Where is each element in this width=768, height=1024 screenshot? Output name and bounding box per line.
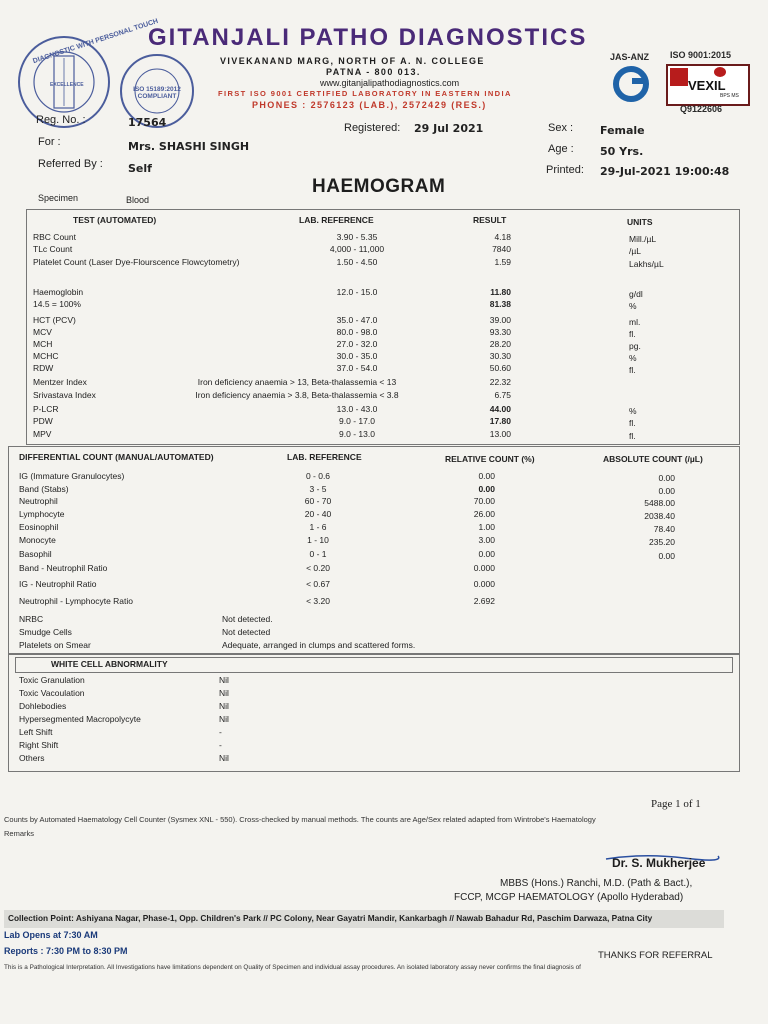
test-result: 6.75 bbox=[494, 390, 511, 400]
test-name: Srivastava Index bbox=[33, 390, 96, 400]
diff-col-header-reference: LAB. REFERENCE bbox=[287, 452, 362, 462]
test-name: P-LCR bbox=[33, 404, 59, 414]
seal-inner-text: EXCELLENCE bbox=[50, 82, 84, 88]
absolute-count: 5488.00 bbox=[644, 498, 675, 508]
wbc-item-label: Dohlebodies bbox=[19, 701, 67, 711]
diff-lab-reference: 20 - 40 bbox=[304, 509, 332, 519]
diff-test-name: Band (Stabs) bbox=[19, 484, 69, 494]
test-name: PDW bbox=[33, 416, 53, 426]
relative-count: 3.00 bbox=[478, 535, 495, 545]
test-unit: % bbox=[629, 406, 637, 416]
relative-count: 0.00 bbox=[478, 471, 495, 481]
lab-reference: 35.0 - 47.0 bbox=[336, 315, 378, 325]
test-result: 50.60 bbox=[489, 363, 511, 373]
lab-reference: 30.0 - 35.0 bbox=[336, 351, 378, 361]
lab-reference: 9.0 - 13.0 bbox=[339, 429, 375, 439]
diff-test-name: Neutrophil - Lymphocyte Ratio bbox=[19, 596, 134, 606]
lab-reference: 4,000 - 11,000 bbox=[329, 244, 385, 254]
diff-lab-reference: < 0.67 bbox=[306, 579, 330, 589]
absolute-count: 78.40 bbox=[653, 524, 675, 534]
test-name: TLc Count bbox=[33, 244, 73, 254]
test-unit: ml. bbox=[629, 317, 641, 327]
lab-name: GITANJALI PATHO DIAGNOSTICS bbox=[148, 24, 588, 51]
wbc-item-label: Toxic Granulation bbox=[19, 675, 85, 685]
lab-website: www.gitanjalipathodiagnostics.com bbox=[320, 78, 460, 88]
note-value: Adequate, arranged in clumps and scattered forms. bbox=[222, 640, 416, 650]
jas-anz-label: JAS-ANZ bbox=[610, 52, 650, 62]
col-header-test: TEST (AUTOMATED) bbox=[73, 215, 157, 225]
test-unit: fl. bbox=[629, 329, 636, 339]
relative-count: 26.00 bbox=[473, 509, 495, 519]
lab-reference: 37.0 - 54.0 bbox=[336, 363, 378, 373]
wbc-abnormality-table bbox=[8, 654, 740, 772]
col-header-reference: LAB. REFERENCE bbox=[299, 215, 374, 225]
relative-count: 0.000 bbox=[473, 579, 495, 589]
wbc-item-label: Others bbox=[19, 753, 45, 763]
note-label: Platelets on Smear bbox=[19, 640, 91, 650]
haemogram-table bbox=[26, 209, 740, 445]
relative-count: 2.692 bbox=[473, 596, 495, 606]
diff-test-name: Monocyte bbox=[19, 535, 56, 545]
cert-number: Q9122606 bbox=[680, 104, 723, 114]
specimen-value: Blood bbox=[126, 195, 150, 205]
diff-test-name: Band - Neutrophil Ratio bbox=[19, 563, 108, 573]
lab-reference: 27.0 - 32.0 bbox=[336, 339, 378, 349]
page-number: Page 1 of 1 bbox=[651, 798, 701, 810]
wbc-item-value: Nil bbox=[219, 675, 229, 685]
absolute-count: 0.00 bbox=[658, 473, 675, 483]
test-result: 13.00 bbox=[489, 429, 511, 439]
wbc-item-label: Toxic Vacoulation bbox=[19, 688, 85, 698]
relative-count: 0.000 bbox=[473, 563, 495, 573]
wbc-item-value: Nil bbox=[219, 753, 229, 763]
vexil-logo bbox=[666, 64, 750, 106]
sex-value: Female bbox=[600, 124, 645, 137]
test-unit: fl. bbox=[629, 365, 636, 375]
test-name: MPV bbox=[33, 429, 52, 439]
test-name: MCV bbox=[33, 327, 52, 337]
doctor-name: Dr. S. Mukherjee bbox=[612, 856, 706, 870]
test-result: 11.80 bbox=[490, 287, 511, 297]
test-result: 30.30 bbox=[489, 351, 511, 361]
wbc-item-label: Hypersegmented Macropolycyte bbox=[19, 714, 141, 724]
reg-no-label: Reg. No. : bbox=[36, 114, 86, 126]
note-value: Not detected bbox=[222, 627, 271, 637]
test-result: 22.32 bbox=[489, 377, 511, 387]
test-name: RDW bbox=[33, 363, 54, 373]
vexil-sub-text: BPS MS bbox=[720, 93, 739, 99]
test-unit: Lakhs/µL bbox=[629, 259, 664, 269]
report-title: HAEMOGRAM bbox=[312, 176, 446, 197]
test-unit: fl. bbox=[629, 418, 636, 428]
lab-tagline: FIRST ISO 9001 CERTIFIED LABORATORY IN EASTERN INDIA bbox=[218, 89, 512, 98]
wbc-item-value: - bbox=[219, 727, 222, 737]
diff-test-name: Eosinophil bbox=[19, 522, 59, 532]
age-label: Age : bbox=[548, 143, 574, 155]
for-label: For : bbox=[38, 136, 61, 148]
test-name: RBC Count bbox=[33, 232, 76, 242]
diff-lab-reference: 0 - 1 bbox=[309, 549, 327, 559]
test-result: 39.00 bbox=[489, 315, 511, 325]
wbc-item-value: Nil bbox=[219, 688, 229, 698]
test-result: 28.20 bbox=[489, 339, 511, 349]
diff-lab-reference: 3 - 5 bbox=[309, 484, 327, 494]
test-result: 1.59 bbox=[494, 257, 511, 267]
registered-label: Registered: bbox=[344, 122, 401, 134]
test-name: MCH bbox=[33, 339, 53, 349]
sex-label: Sex : bbox=[548, 122, 574, 134]
referred-by-value: Self bbox=[128, 162, 152, 175]
test-name: MCHC bbox=[33, 351, 59, 361]
diff-lab-reference: 1 - 6 bbox=[309, 522, 327, 532]
test-name: Haemoglobin bbox=[33, 287, 84, 297]
absolute-count: 0.00 bbox=[658, 551, 675, 561]
lab-reference: 80.0 - 98.0 bbox=[336, 327, 378, 337]
doctor-qualification-2: FCCP, MCGP HAEMATOLOGY (Apollo Hyderabad) bbox=[454, 892, 684, 903]
disclaimer-text: This is a Pathological Interpretation. All Investigations have limitations dependent on Quality of Specimen and individual assay procedures. An isolated laboratory assay never confirms the final diagnosis of bbox=[4, 964, 581, 971]
wbc-item-label: Left Shift bbox=[19, 727, 53, 737]
collection-point-text: Collection Point: Ashiyana Nagar, Phase-1, Opp. Children's Park // PC Colony, Near Gayatri Mandir, Kankarbagh // Nawab Bahadur Rd, Paschim Darwaza, Patna City bbox=[8, 913, 653, 923]
diff-col-header-relative: RELATIVE COUNT (%) bbox=[445, 454, 535, 464]
relative-count: 0.00 bbox=[478, 549, 495, 559]
test-result: 44.00 bbox=[489, 404, 511, 414]
wbc-item-value: Nil bbox=[219, 701, 229, 711]
diff-lab-reference: < 0.20 bbox=[306, 563, 330, 573]
test-unit: Mill./µL bbox=[629, 234, 657, 244]
test-result: 17.80 bbox=[489, 416, 511, 426]
test-unit: fl. bbox=[629, 431, 636, 441]
lab-phones: PHONES : 2576123 (LAB.), 2572429 (RES.) bbox=[252, 100, 487, 110]
test-name: 14.5 = 100% bbox=[33, 299, 81, 309]
reports-time-text: Reports : 7:30 PM to 8:30 PM bbox=[4, 946, 128, 956]
diff-lab-reference: 60 - 70 bbox=[304, 496, 332, 506]
note-label: Smudge Cells bbox=[19, 627, 72, 637]
printed-label: Printed: bbox=[546, 164, 584, 176]
diff-col-header-test: DIFFERENTIAL COUNT (MANUAL/AUTOMATED) bbox=[19, 452, 214, 462]
test-unit: pg. bbox=[629, 341, 641, 351]
lab-reference: Iron deficiency anaemia > 13, Beta-thalassemia < 13 bbox=[197, 377, 397, 387]
lab-reference: 3.90 - 5.35 bbox=[336, 232, 378, 242]
wbc-item-value: Nil bbox=[219, 714, 229, 724]
relative-count: 1.00 bbox=[478, 522, 495, 532]
lab-reference: 1.50 - 4.50 bbox=[336, 257, 378, 267]
lab-address-line1: VIVEKANAND MARG, NORTH OF A. N. COLLEGE bbox=[220, 56, 485, 66]
diff-lab-reference: < 3.20 bbox=[306, 596, 330, 606]
remarks-label: Remarks bbox=[4, 829, 35, 838]
test-unit: /µL bbox=[629, 246, 641, 256]
test-unit: % bbox=[629, 353, 637, 363]
lab-reference: 13.0 - 43.0 bbox=[336, 404, 378, 414]
relative-count: 0.00 bbox=[478, 484, 495, 494]
wbc-item-label: Right Shift bbox=[19, 740, 59, 750]
reg-no-value: 17564 bbox=[128, 116, 167, 129]
vexil-text: VEXIL bbox=[688, 78, 726, 93]
test-name: Mentzer Index bbox=[33, 377, 87, 387]
jas-anz-logo bbox=[612, 66, 650, 102]
lab-reference: 12.0 - 15.0 bbox=[336, 287, 378, 297]
age-value: 50 Yrs. bbox=[600, 145, 644, 158]
diff-test-name: Neutrophil bbox=[19, 496, 58, 506]
patient-name: Mrs. SHASHI SINGH bbox=[128, 140, 250, 153]
test-name: HCT (PCV) bbox=[33, 315, 76, 325]
seal-text: DIAGNOSTIC WITH PERSONAL TOUCH bbox=[32, 17, 160, 66]
diff-test-name: IG (Immature Granulocytes) bbox=[19, 471, 125, 481]
absolute-count: 235.20 bbox=[649, 537, 675, 547]
absolute-count: 2038.40 bbox=[644, 511, 675, 521]
wbc-item-value: - bbox=[219, 740, 222, 750]
diff-col-header-absolute: ABSOLUTE COUNT (/µL) bbox=[603, 454, 703, 464]
test-result: 81.38 bbox=[489, 299, 511, 309]
printed-value: 29-Jul-2021 19:00:48 bbox=[600, 165, 730, 178]
lab-address-line2: PATNA - 800 013. bbox=[326, 67, 421, 77]
diff-lab-reference: 0 - 0.6 bbox=[305, 471, 331, 481]
lab-reference: 9.0 - 17.0 bbox=[339, 416, 375, 426]
test-result: 7840 bbox=[492, 244, 511, 254]
test-unit: % bbox=[629, 301, 637, 311]
absolute-count: 0.00 bbox=[658, 486, 675, 496]
wbc-abnormality-title: WHITE CELL ABNORMALITY bbox=[51, 659, 168, 669]
col-header-result: RESULT bbox=[473, 215, 507, 225]
lab-reference: Iron deficiency anaemia > 3.8, Beta-thalassemia < 3.8 bbox=[195, 390, 399, 400]
note-value: Not detected. bbox=[222, 614, 273, 624]
referred-by-label: Referred By : bbox=[38, 158, 103, 170]
differential-table bbox=[8, 446, 740, 654]
test-result: 4.18 bbox=[494, 232, 511, 242]
lab-opens-text: Lab Opens at 7:30 AM bbox=[4, 930, 98, 940]
iso-9001-label: ISO 9001:2015 bbox=[670, 50, 732, 60]
note-label: NRBC bbox=[19, 614, 44, 624]
diff-test-name: IG - Neutrophil Ratio bbox=[19, 579, 97, 589]
test-result: 93.30 bbox=[489, 327, 511, 337]
doctor-qualification-1: MBBS (Hons.) Ranchi, M.D. (Path & Bact.), bbox=[500, 878, 693, 889]
test-unit: g/dl bbox=[629, 289, 643, 299]
relative-count: 70.00 bbox=[473, 496, 495, 506]
thanks-text: THANKS FOR REFERRAL bbox=[598, 950, 713, 961]
col-header-units: UNITS bbox=[627, 217, 653, 227]
iso-seal-text: ISO 15189:2012 COMPLIANT bbox=[133, 86, 181, 100]
method-note: Counts by Automated Haematology Cell Counter (Sysmex XNL - 550). Cross-checked by manual methods. The counts are Age/Sex related adapted from Wintrobe's Haematology bbox=[4, 815, 596, 824]
diff-lab-reference: 1 - 10 bbox=[307, 535, 329, 545]
registered-date: 29 Jul 2021 bbox=[414, 122, 484, 135]
diff-test-name: Lymphocyte bbox=[19, 509, 65, 519]
test-name: Platelet Count (Laser Dye-Flourscence Flowcytometry) bbox=[33, 257, 240, 267]
specimen-label: Specimen bbox=[38, 193, 79, 203]
diff-test-name: Basophil bbox=[19, 549, 52, 559]
